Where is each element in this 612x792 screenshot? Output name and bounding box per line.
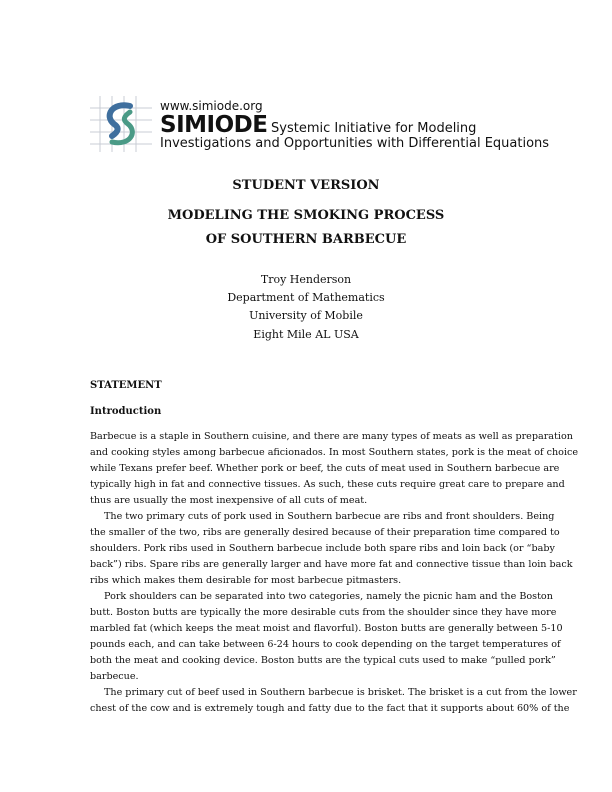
paragraph	[90, 429, 579, 509]
text-line: chest of the cow and is extremely tough and fatty due to the fact that it supports about 60% of the	[90, 703, 570, 714]
tagline-line-2: Investigations and Opportunities with Differential Equations	[160, 136, 550, 151]
brand-name: SIMIODE	[160, 112, 268, 138]
text-line: The two primary cuts of pork used in Southern barbecue are ribs and front shoulders. Being	[104, 511, 555, 522]
author-university: University of Mobile	[249, 309, 363, 322]
text-line: and cooking styles among barbecue aficionados. In most Southern states, pork is the meat of choice	[90, 447, 579, 458]
author-name: Troy Henderson	[260, 273, 352, 286]
text-line: The primary cut of beef used in Southern barbecue is brisket. The brisket is a cut from the lower	[104, 687, 577, 698]
text-line: pounds each, and can take between 6-24 hours to cook depending on the target temperatures of	[90, 639, 561, 650]
body-text	[90, 429, 579, 717]
paragraph	[90, 685, 577, 717]
author-department: Department of Mathematics	[227, 291, 385, 304]
text-line: the smaller of the two, ribs are generally desired because of their preparation time compared to	[90, 527, 560, 538]
paragraph	[90, 589, 563, 685]
text-line: while Texans prefer beef. Whether pork or beef, the cuts of meat used in Southern barbecue are	[90, 463, 560, 474]
tagline-line-1: Systemic Initiative for Modeling	[271, 121, 477, 136]
paragraph	[90, 509, 573, 589]
simiode-logo-icon	[90, 96, 152, 152]
author-location: Eight Mile AL USA	[253, 328, 359, 341]
subsection-heading: Introduction	[90, 406, 162, 417]
website-url: www.simiode.org	[160, 99, 263, 113]
text-line: typically high in fat and connective tissues. As such, these cuts require great care to prepare and	[90, 479, 565, 490]
title-line-1: MODELING THE SMOKING PROCESS	[167, 208, 445, 223]
text-line: both the meat and cooking device. Boston butts are the typical cuts used to make “pulled pork”	[90, 655, 556, 666]
text-line: thus are usually the most inexpensive of all cuts of meat.	[90, 495, 368, 506]
text-line: butt. Boston butts are typically the more desirable cuts from the shoulder since they have more	[90, 607, 557, 618]
section-heading: STATEMENT	[90, 380, 162, 391]
text-line: Barbecue is a staple in Southern cuisine, and there are many types of meats as well as preparation	[90, 431, 573, 442]
text-line: back”) ribs. Spare ribs are generally larger and have more fat and connective tissue than loin back	[90, 559, 573, 570]
text-line: barbecue.	[90, 671, 139, 682]
version-label: STUDENT VERSION	[232, 178, 380, 193]
title-line-2: OF SOUTHERN BARBECUE	[205, 232, 407, 247]
text-line: marbled fat (which keeps the meat moist and flavorful). Boston butts are generally between 5-10	[90, 623, 563, 634]
text-line: ribs which makes them desirable for most barbecue pitmasters.	[90, 575, 402, 586]
text-line: Pork shoulders can be separated into two categories, namely the picnic ham and the Boston	[104, 591, 553, 602]
text-line: shoulders. Pork ribs used in Southern barbecue include both spare ribs and loin back (or “baby	[90, 543, 555, 554]
